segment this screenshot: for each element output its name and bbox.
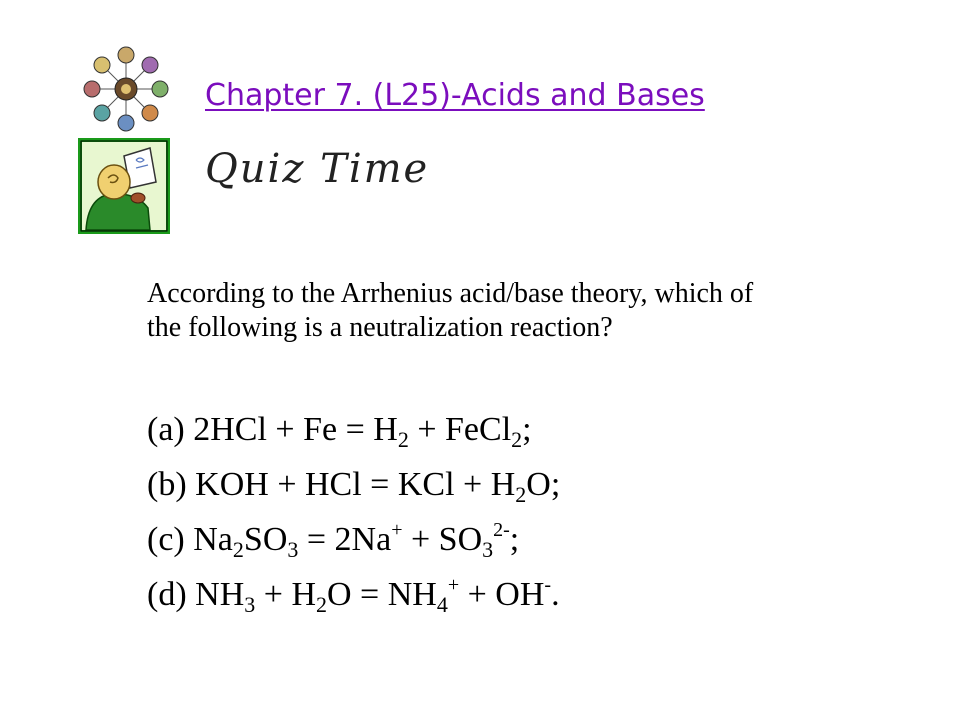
option-label: (d) <box>147 576 196 613</box>
option-label: (b) <box>147 466 196 503</box>
chapter-title-link[interactable]: Chapter 7. (L25)-Acids and Bases <box>205 78 705 113</box>
option-label: (c) <box>147 521 194 558</box>
quiz-heading: Quiz Time <box>205 146 430 192</box>
student-quiz-icon <box>78 138 170 234</box>
option-a <box>147 402 867 457</box>
option-equation: $NH_3 + H_2O = NH_4^+ + OH^-$. <box>195 574 560 617</box>
question-text: According to the Arrhenius acid/base theory, which of the following is a neutralization reaction? <box>147 278 754 343</box>
option-equation: KOH + HCl = KCl + $H_2O$; <box>195 466 561 507</box>
option-equation: $Na_2SO_3 = 2Na^+ + SO_3^{2-}$; <box>193 519 520 562</box>
option-c <box>147 512 867 567</box>
chemistry-wheel-icon <box>72 46 180 132</box>
option-label: (a) <box>147 411 194 448</box>
option-equation: $2HCl + Fe = H_2$ + FeCl$_2$; <box>193 411 532 452</box>
option-b <box>147 457 867 512</box>
answer-options <box>147 402 867 622</box>
option-d <box>147 567 867 622</box>
